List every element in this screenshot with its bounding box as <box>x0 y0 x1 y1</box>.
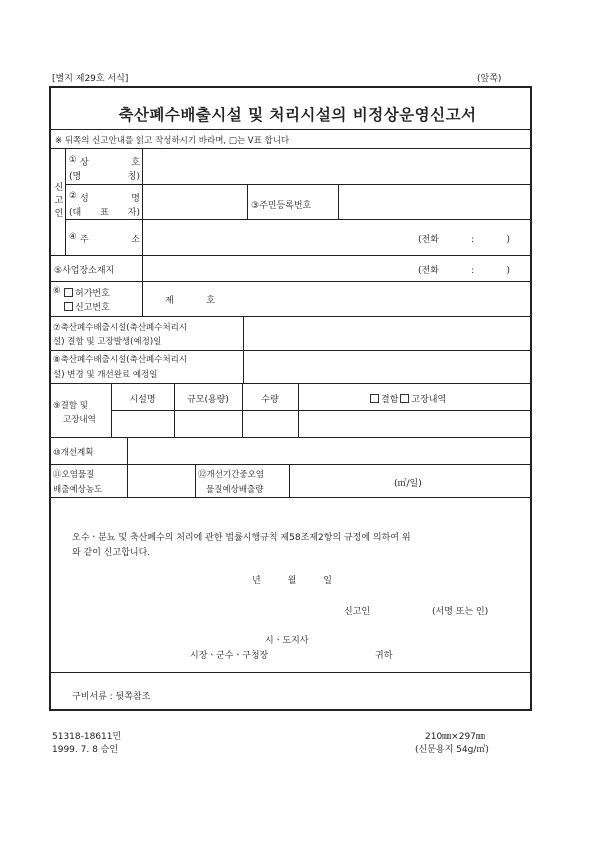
completion-date-input[interactable] <box>245 352 528 381</box>
divider <box>338 184 339 219</box>
approval-date: 1999. 7. 8 승인 <box>52 745 119 755</box>
recipient-governor: 시ㆍ도지사 <box>265 636 309 646</box>
permit-option-label: 허가번호 <box>75 289 110 299</box>
row8-label-line1: ⑧축산폐수배출시설(축산폐수처리시 <box>53 355 188 365</box>
site-phone: (전화 : ) <box>418 266 510 276</box>
applicant-label: 신고인 <box>54 183 64 219</box>
discharge-amount-input[interactable] <box>291 466 391 495</box>
address-phone: (전화 : ) <box>418 235 510 245</box>
checkbox-icon[interactable] <box>400 394 409 403</box>
divider <box>51 497 530 498</box>
permit-option[interactable] <box>64 286 110 299</box>
failure-option-label: 고장내역 <box>411 395 447 405</box>
divider <box>51 316 530 317</box>
col-defect-type <box>370 392 446 405</box>
permit-number-value[interactable]: 제 호 <box>165 296 215 306</box>
report-option-label: 신고번호 <box>75 303 110 313</box>
site-address-input[interactable] <box>144 257 404 279</box>
address-input[interactable] <box>144 221 404 253</box>
signature-field[interactable]: (서명 또는 인) <box>432 607 489 617</box>
divider <box>51 672 530 673</box>
site-label: ⑤사업장소재지 <box>54 266 115 276</box>
divider <box>65 219 530 220</box>
declaration-text-line2: 와 같이 신고합니다. <box>72 548 151 558</box>
divider <box>111 410 530 411</box>
divider <box>65 184 530 185</box>
defect-option-label: 결함 <box>381 395 399 405</box>
row12-label-line2: 물질예상배출량 <box>206 485 264 495</box>
row7-label-line1: ⑦축산폐수배출시설(축산폐수처리시 <box>53 323 188 333</box>
capacity-input[interactable] <box>176 412 240 435</box>
divider <box>247 184 248 219</box>
facility-name-input[interactable] <box>113 412 172 435</box>
page-side-label: (앞쪽) <box>477 74 502 84</box>
report-option[interactable] <box>64 300 110 313</box>
name-label: 성 명 <box>80 194 140 204</box>
resident-number-label: ③주민등록번호 <box>251 201 312 211</box>
divider <box>51 464 530 465</box>
reporter-label: 신고인 <box>344 607 371 617</box>
discharge-unit: (㎥/일) <box>394 479 422 489</box>
recipient-mayor: 시장ㆍ군수ㆍ구청장 <box>190 651 269 661</box>
divider <box>51 437 530 438</box>
checkbox-icon[interactable] <box>64 302 73 311</box>
improvement-plan-input[interactable] <box>129 439 528 462</box>
col-facility-name: 시설명 <box>129 395 156 405</box>
resident-number-input[interactable] <box>340 186 528 217</box>
divider <box>142 148 143 255</box>
field-number: ② <box>69 191 77 201</box>
divider <box>142 281 143 316</box>
declaration-date[interactable]: 년 월 일 <box>252 576 332 586</box>
declaration-text-line1: 오수ㆍ분뇨 및 축산폐수의 처리에 관한 법률시행규칙 제58조제2항의 규정에 의하여 위 <box>72 533 411 543</box>
row11-label-line1: ⑪오염물질 <box>53 470 95 480</box>
row12-label-line1: ⑫개선기간중오염 <box>198 470 264 480</box>
attachments-note: 구비서류 : 뒷쪽참조 <box>72 692 151 702</box>
divider <box>195 464 196 497</box>
trade-name-input[interactable] <box>144 150 528 182</box>
row9-label-line1: ⑨결함 및 <box>53 401 88 411</box>
divider <box>65 148 66 255</box>
improvement-plan-label: ⑩개선계획 <box>53 448 94 458</box>
notice-text: ※ 뒤쪽의 신고안내를 읽고 작성하시기 바라며, □는 V표 합니다 <box>55 136 290 146</box>
defect-date-input[interactable] <box>245 318 528 348</box>
divider <box>127 437 128 464</box>
divider <box>51 129 530 130</box>
paper-type: (신문용지 54g/㎡) <box>415 745 489 755</box>
divider <box>51 255 530 256</box>
trade-name-sublabel: (명 칭) <box>69 172 140 182</box>
form-code: 51318-18611민 <box>52 732 122 742</box>
divider <box>51 350 530 351</box>
row9-label-line2: 고장내역 <box>63 415 96 425</box>
checkbox-icon[interactable] <box>64 288 73 297</box>
row11-label-line2: 배출예상농도 <box>53 485 103 495</box>
divider <box>289 464 290 497</box>
field-number: ④ <box>69 232 77 242</box>
name-input[interactable] <box>144 186 245 217</box>
divider <box>51 383 530 384</box>
field-number: ① <box>69 155 77 165</box>
col-quantity: 수량 <box>261 395 279 405</box>
trade-name-label: 상 호 <box>80 158 140 168</box>
divider <box>142 255 143 281</box>
form-title: 축산폐수배출시설 및 처리시설의 비정상운영신고서 <box>118 106 477 124</box>
paper-size: 210㎜×297㎜ <box>425 732 485 742</box>
recipient-honorific: 귀하 <box>375 651 393 661</box>
name-sublabel: (대 표 자) <box>69 208 140 218</box>
address-label: 주 소 <box>80 235 140 245</box>
defect-detail-input[interactable] <box>300 412 528 435</box>
form-number: [별지 제29호 서식] <box>52 74 129 84</box>
quantity-input[interactable] <box>244 412 296 435</box>
row8-label-line2: 설) 변경 및 개선완료 예정일 <box>53 370 158 380</box>
col-capacity: 규모(용량) <box>187 395 229 405</box>
row7-label-line2: 설) 결함 및 고장발생(예정)일 <box>53 337 162 347</box>
divider <box>51 281 530 282</box>
concentration-input[interactable] <box>129 466 193 495</box>
checkbox-icon[interactable] <box>370 394 379 403</box>
field-number: ⑥ <box>53 286 61 296</box>
divider <box>127 464 128 497</box>
divider <box>51 148 530 149</box>
